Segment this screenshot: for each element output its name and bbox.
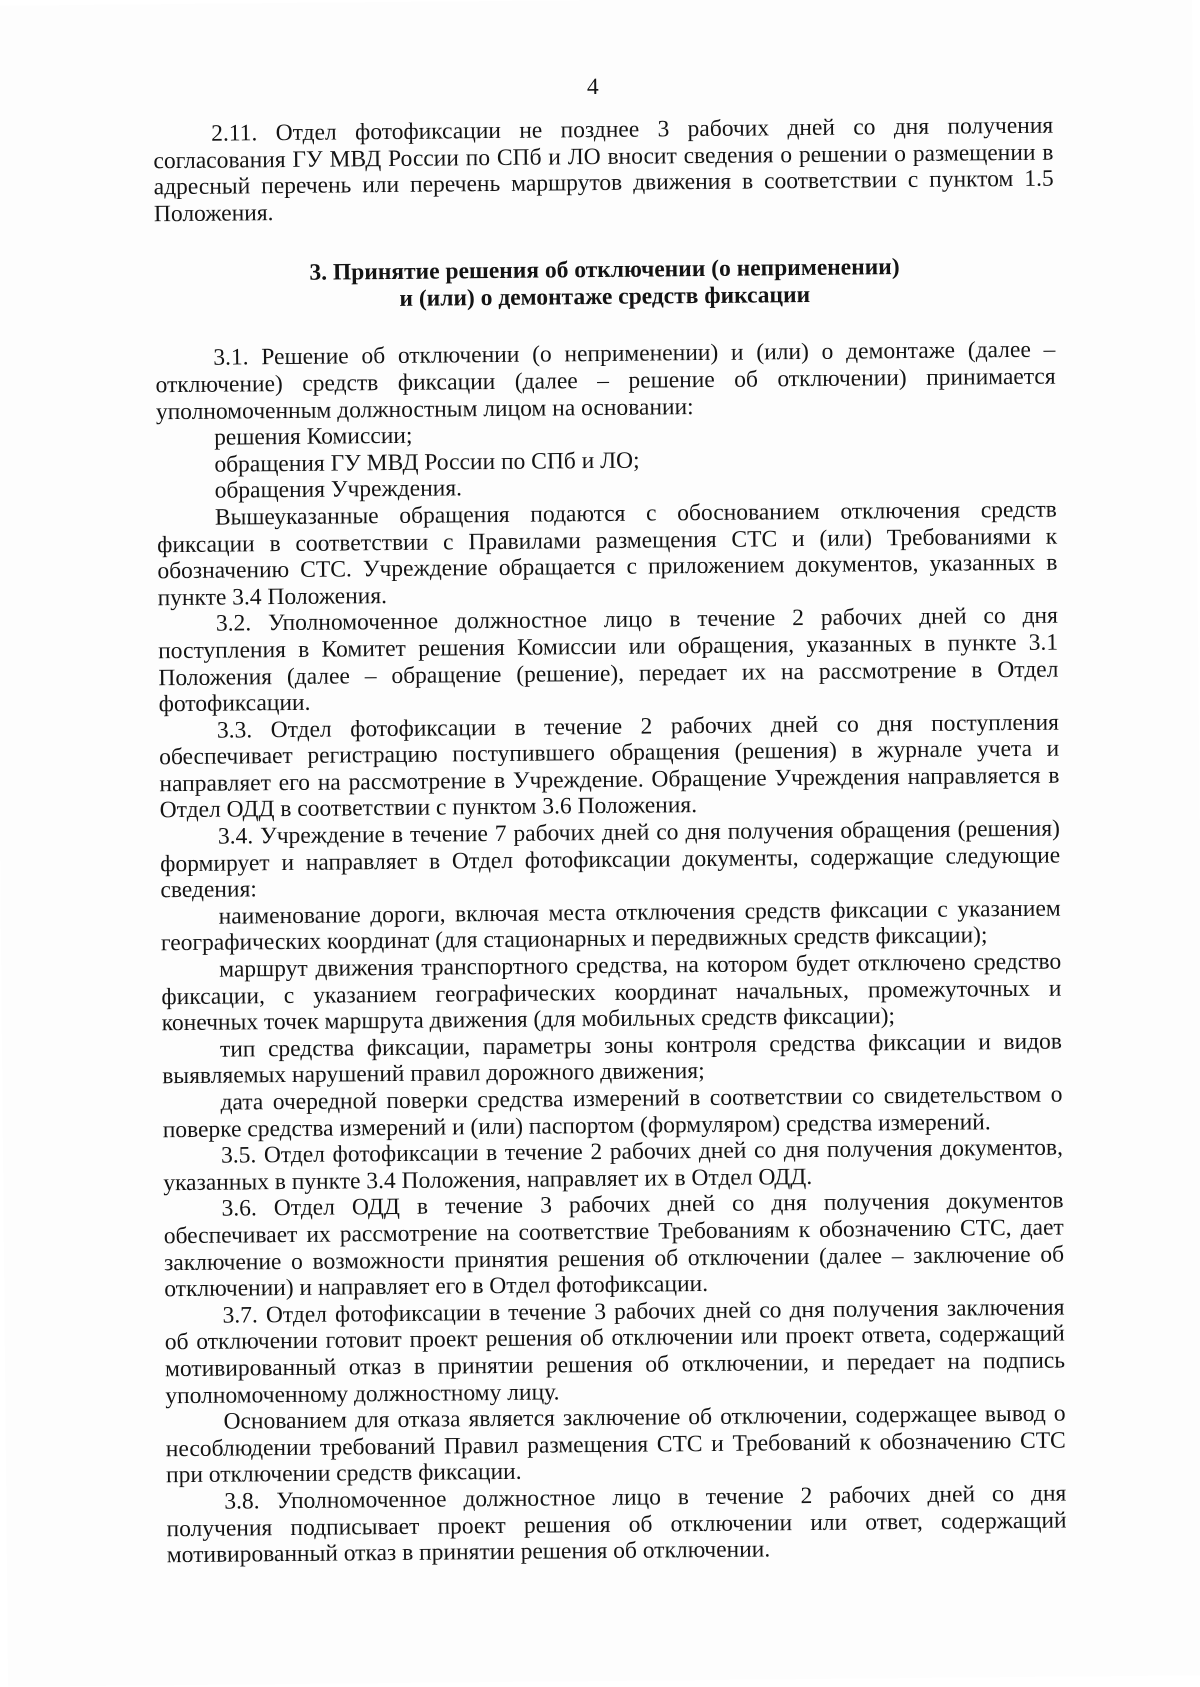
paragraph-3-8: 3.8. Уполномоченное должностное лицо в течение 2 рабочих дней со дня получения подписывает проект решения об отключении или ответ, содержащий мотивированный отказ в принятии решения об отключении. <box>166 1480 1067 1569</box>
section-title-line-2: и (или) о демонтаже средств фиксации <box>399 282 811 313</box>
paragraph-3-3: 3.3. Отдел фотофиксации в течение 2 рабочих дней со дня поступления обеспечивает регистрацию поступившего обращения (решения) в журнале учета и направляет его на рассмотрение в Учреждение. Обращение Учреждения направляется в Отдел ОДД в соответствии с пунктом 3.6 Положения. <box>159 709 1060 824</box>
list-item-3-1-b: обращения ГУ МВД России по СПб и ЛО; <box>214 447 640 478</box>
paragraph-3-7-b: Основанием для отказа является заключение об отключении, содержащее вывод о несоблюдении требований Правил размещения СТС и Требований к обозначению СТС при отключении средств фиксации. <box>165 1400 1066 1489</box>
document-body <box>153 113 1067 1569</box>
list-item-3-1-c: обращения Учреждения. <box>214 475 463 505</box>
page-number: 4 <box>586 73 599 101</box>
section-title-line-1: 3. Принятие решения об отключении (о неприменении) <box>309 254 900 287</box>
section-3-title <box>154 253 1054 316</box>
list-item-3-4-c: тип средства фиксации, параметры зоны контроля средства фиксации и видов выявляемых нарушений правил дорожного движения; <box>162 1028 1063 1090</box>
paragraph-3-5: 3.5. Отдел фотофиксации в течение 2 рабочих дней со дня получения документов, указанных в пункте 3.4 Положения, направляет их в Отдел ОДД. <box>163 1134 1064 1196</box>
paragraph-3-7: 3.7. Отдел фотофиксации в течение 3 рабочих дней со дня получения заключения об отключении готовит проект решения об отключении или проект ответа, содержащий мотивированный отказ в принятии решения об отключении, и передает на подпись уполномоченному должностному лицу. <box>164 1294 1066 1409</box>
paragraph-3-4: 3.4. Учреждение в течение 7 рабочих дней со дня получения обращения (решения) формирует и направляет в Отдел фотофиксации документы, содержащие следующие сведения: <box>160 815 1061 904</box>
paragraph-3-2: 3.2. Уполномоченное должностное лицо в течение 2 рабочих дней со дня поступления в Комитет решения Комиссии или обращения, указанных в пункте 3.1 Положения (далее – обращение (решение), передает их на рассмотрение в Отдел фотофиксации. <box>158 602 1059 718</box>
list-item-3-1-a: решения Комиссии; <box>213 422 413 451</box>
paragraph-3-1-b: Вышеуказанные обращения подаются с обоснованием отключения средств фиксации в соответствии с Правилами размещения СТС и (или) Требованиями к обозначению СТС. Учреждение обращается с приложением документов, указанных в пункте 3.4 Положения. <box>157 496 1058 611</box>
list-item-3-4-a: наименование дороги, включая места отключения средств фиксации с указанием географических координат (для стационарных и передвижных средств фиксации); <box>160 895 1061 957</box>
paragraph-2-11: 2.11. Отдел фотофиксации не позднее 3 рабочих дней со дня получения согласования ГУ МВД России по СПб и ЛО вносит сведения о решении о размещении в адресный перечень или перечень маршрутов движения в соответствии с пунктом 1.5 Положения. <box>153 112 1054 228</box>
paragraph-3-6: 3.6. Отдел ОДД в течение 3 рабочих дней со дня получения документов обеспечивает их рассмотрение на соответствие Требованиям к обозначению СТС, дает заключение о возможности принятия решения об отключении (далее – заключение об отключении) и направляет его в Отдел фотофиксации. <box>163 1187 1065 1303</box>
list-item-3-4-b: маршрут движения транспортного средства, на котором будет отключено средство фиксации, с указанием географических координат начальных, промежуточных и конечных точек маршрута движения (для мобильных средств фиксации); <box>161 948 1062 1037</box>
paragraph-3-1: 3.1. Решение об отключении (о неприменении) и (или) о демонтаже (далее – отключение) средств фиксации (далее – решение об отключении) принимается уполномоченным должностным лицом на основании: <box>155 336 1056 425</box>
list-item-3-4-d: дата очередной поверки средства измерений в соответствии со свидетельством о поверке средства измерений и (или) паспортом (формуляром) средства измерений. <box>162 1081 1063 1143</box>
